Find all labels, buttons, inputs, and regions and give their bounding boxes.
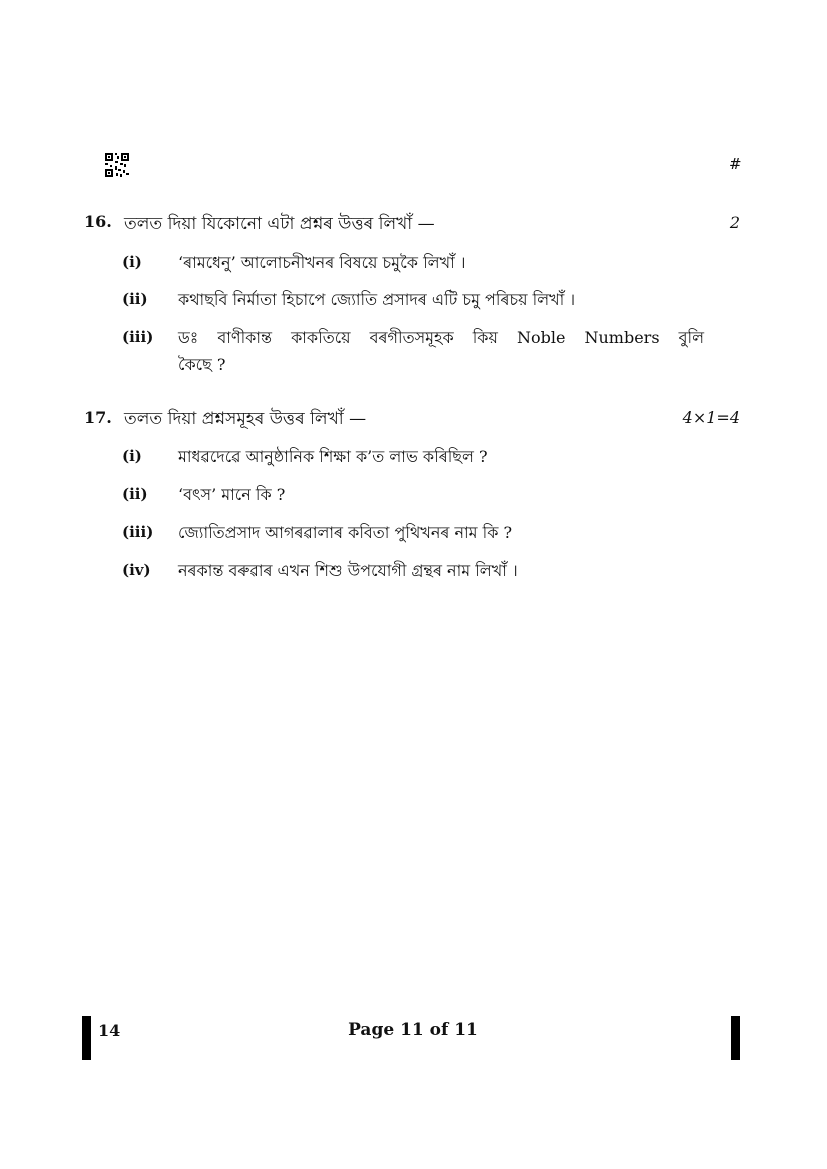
sub-question-label: (ii) bbox=[122, 290, 148, 308]
sub-question-label: (i) bbox=[122, 253, 142, 271]
question-number: 16. bbox=[84, 212, 112, 231]
sub-question-label: (ii) bbox=[122, 485, 148, 503]
sub-question-label: (iii) bbox=[122, 523, 154, 541]
question-text: তলত দিয়া প্ৰশ্নসমূহৰ উত্তৰ লিখাঁ — bbox=[124, 409, 367, 429]
sub-question-text: জ্যোতিপ্ৰসাদ আগৰৱালাৰ কবিতা পুথিখনৰ নাম কি ? bbox=[178, 523, 513, 542]
sub-question-text-continued: কৈছে ? bbox=[178, 355, 226, 374]
sub-question-label: (iv) bbox=[122, 561, 151, 579]
question-marks: 2 bbox=[729, 213, 740, 232]
question-number: 17. bbox=[84, 408, 112, 427]
sub-question-text: নৰকান্ত বৰুৱাৰ এখন শিশু উপযোগী গ্ৰন্থৰ নাম লিখাঁ । bbox=[178, 561, 518, 580]
sub-question-text: ‘বৎস’ মানে কি ? bbox=[178, 485, 286, 504]
sub-question-text: ‘ৰামধেনু’ আলোচনীখনৰ বিষয়ে চমুকৈ লিখাঁ । bbox=[178, 253, 466, 272]
page-number: Page 11 of 11 bbox=[348, 1020, 478, 1040]
qr-code-icon bbox=[104, 152, 130, 178]
footer-left-bar bbox=[82, 1016, 91, 1060]
page-marker: # bbox=[729, 155, 742, 173]
paper-code: 14 bbox=[98, 1021, 121, 1040]
question-text: তলত দিয়া যিকোনো এটা প্ৰশ্নৰ উত্তৰ লিখাঁ — bbox=[124, 214, 435, 234]
sub-question-label: (iii) bbox=[122, 328, 154, 346]
footer-right-bar bbox=[731, 1016, 740, 1060]
sub-question-text: ডঃ বাণীকান্ত কাকতিয়ে বৰগীতসমূহক কিয় Noble Numbers বুলি bbox=[178, 328, 704, 347]
sub-question-text: মাধৱদেৱে আনুষ্ঠানিক শিক্ষা ক’ত লাভ কৰিছিল ? bbox=[178, 447, 488, 466]
question-marks: 4×1=4 bbox=[682, 408, 740, 427]
sub-question-label: (i) bbox=[122, 447, 142, 465]
sub-question-text: কথাছবি নির্মাতা হিচাপে জ্যোতি প্ৰসাদৰ এটি চমু পৰিচয় লিখাঁ । bbox=[178, 290, 576, 309]
